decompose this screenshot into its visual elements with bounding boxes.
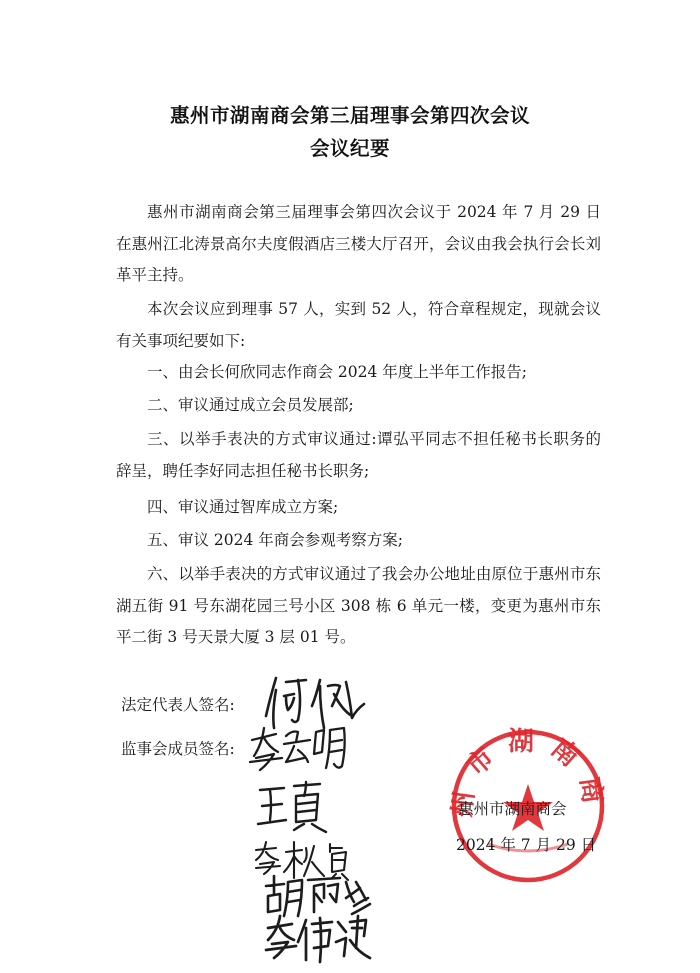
paragraph-item-5: 五、审议 2024 年商会参观考察方案; (147, 531, 404, 549)
footer-date: 2024 年 7 月 29 日 (456, 836, 597, 854)
paragraph-item-2: 二、审议通过成立会员发展部; (147, 396, 354, 414)
supervisor-label: 监事会成员签名: (121, 740, 235, 758)
supervisor-signature-5 (262, 912, 372, 972)
paragraph-item-1: 一、由会长何欣同志作商会 2024 年度上半年工作报告; (147, 363, 528, 381)
supervisor-signature-1 (246, 722, 356, 782)
paragraph-item-3: 三、以举手表决的方式审议通过:谭弘平同志不担任秘书长职务的辞呈，聘任李好同志担任秘书长职务; (116, 430, 601, 480)
seal-arc-text: 州市湖南商 (448, 727, 608, 820)
paragraph-item-4: 四、审议通过智库成立方案; (147, 498, 339, 516)
supervisor-signature-2 (254, 780, 334, 840)
paragraph-meeting-info: 惠州市湖南商会第三届理事会第四次会议于 2024 年 7 月 29 日在惠州江北涛景高尔夫度假酒店三楼大厅召开，会议由我会执行会长刘革平主持。 (116, 203, 601, 284)
paragraph-item-6: 六、以举手表决的方式审议通过了我会办公地址由原位于惠州市东湖五街 91 号东湖花园三号小区 308 栋 6 单元一楼，变更为惠州市东平二街 3 号天景大厦 3 层 01 号。 (116, 565, 601, 646)
footer-organization: 惠州市湖南商会 (458, 800, 567, 818)
legal-rep-label: 法定代表人签名: (121, 696, 235, 714)
document-title-line1: 惠州市湖南商会第三届理事会第四次会议 (169, 104, 530, 127)
document-title-line2: 会议纪要 (309, 137, 390, 160)
paragraph-attendance: 本次会议应到理事 57 人，实到 52 人，符合章程规定，现就会议有关事项纪要如下: (116, 300, 601, 350)
